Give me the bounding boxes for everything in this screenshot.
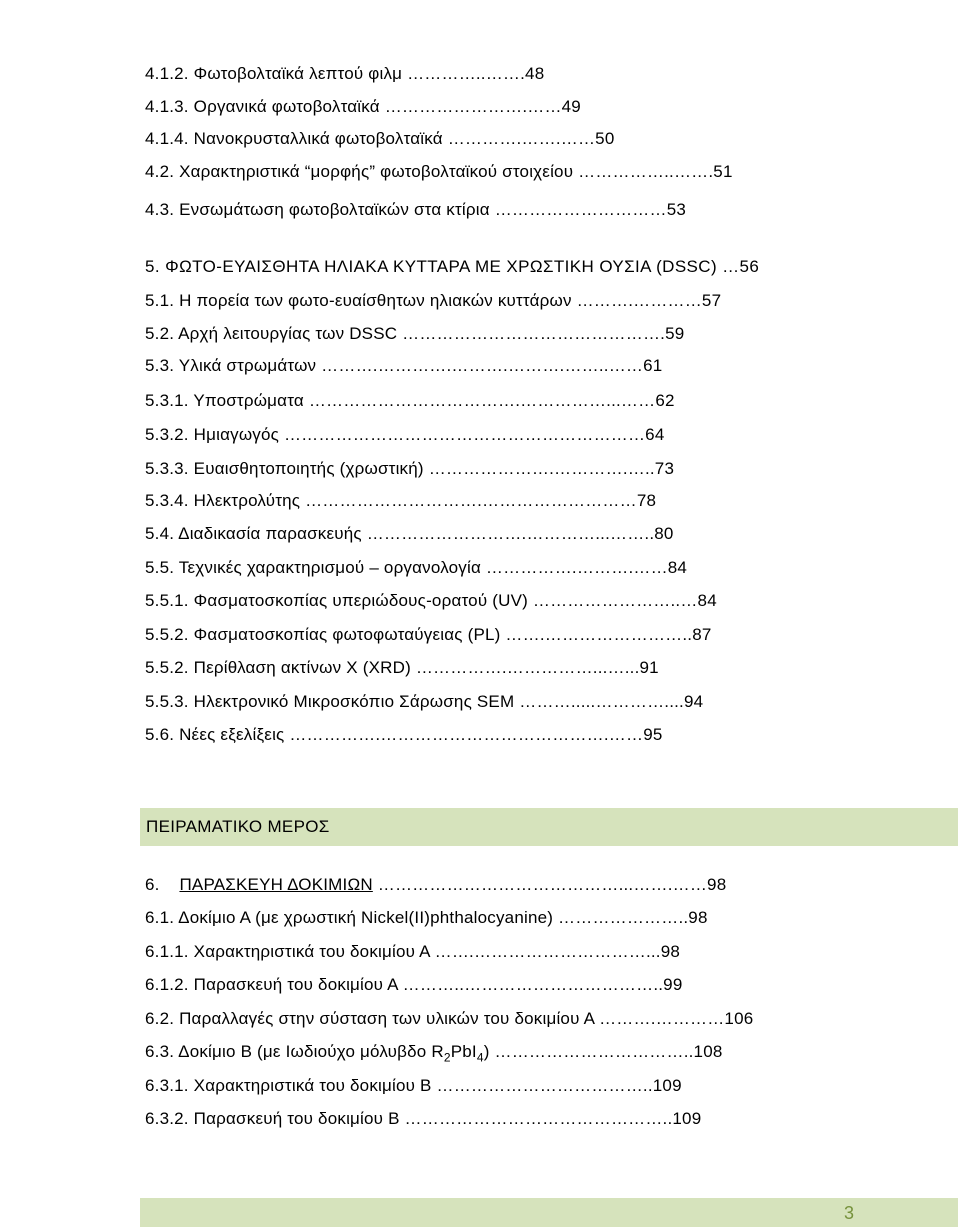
footer-bar [140, 1198, 958, 1227]
toc-entry[interactable]: 5.3. Υλικά στρωμάτων ……….………….……….……….……..……61 [145, 356, 663, 375]
toc-entry[interactable]: 6.3.1. Χαρακτηριστικά του δοκιμίου Β ………………………………..109 [145, 1076, 682, 1095]
chapter-number: 6. [145, 875, 160, 894]
subscript: 4 [476, 1050, 484, 1065]
toc-chapter-entry[interactable] [145, 872, 726, 898]
subscript: 2 [443, 1050, 451, 1065]
toc-entry[interactable]: 5.6. Νέες εξελίξεις …………….………………………………….……95 [145, 725, 663, 744]
toc-entry[interactable]: 5.3.1. Υποστρώματα ……………………………….……………...……62 [145, 391, 675, 410]
entry-text: 6.3. Δοκίμιο Β (με Ιωδιούχο μόλυβδο R [145, 1042, 444, 1061]
toc-entry[interactable]: 6.1.1. Χαρακτηριστικά του δοκιμίου Α …….…………………………...98 [145, 942, 681, 961]
toc-entry[interactable]: 5.3.4. Ηλεκτρολύτης ………………………….………………………78 [145, 491, 657, 510]
toc-entry[interactable]: 6.1.2. Παρασκευή του δοκιμίου Α ………..……………………………..99 [145, 975, 683, 994]
toc-entry[interactable]: 4.2. Χαρακτηριστικά “μορφής” φωτοβολταϊκού στοιχείου ……………..…….51 [145, 162, 733, 181]
toc-entry[interactable]: 5.5.2. Περίθλαση ακτίνων X (XRD) …………….……………...…...91 [145, 658, 659, 677]
section-heading: ΠΕΙΡΑΜΑΤΙΚΟ ΜΕΡΟΣ [146, 817, 330, 836]
toc-entry[interactable]: 4.1.4. Νανοκρυσταλλικά φωτοβολταϊκά ………….…….……50 [145, 129, 615, 148]
toc-entry[interactable]: 4.3. Ενσωμάτωση φωτοβολταϊκών στα κτίρια …………………………53 [145, 200, 687, 219]
toc-entry[interactable]: 4.1.2. Φωτοβολταϊκά λεπτού φιλμ …………..…….48 [145, 64, 545, 83]
toc-entry[interactable]: 5.3.3. Ευαισθητοποιητής (χρωστική) ………………….………….…..73 [145, 459, 675, 478]
entry-text: ) ……………………………..108 [483, 1042, 723, 1061]
toc-entry[interactable]: 5.4. Διαδικασία παρασκευής ……………………….…………...……..80 [145, 524, 674, 543]
toc-entry[interactable] [145, 1039, 723, 1065]
entry-text: PbI [450, 1042, 477, 1061]
chapter-leader: ……………………………………...…….……98 [377, 875, 727, 894]
toc-entry[interactable]: 6.1. Δοκίμιο Α (με χρωστική Nickel(II)phthalocyanine) …………………..98 [145, 908, 708, 927]
toc-entry[interactable]: 6.2. Παραλλαγές στην σύσταση των υλικών του δοκιμίου Α ……….…………106 [145, 1009, 754, 1028]
toc-chapter-entry[interactable]: 5. ΦΩΤΟ-ΕΥΑΙΣΘΗΤΑ ΗΛΙΑΚΑ ΚΥΤΤΑΡΑ ΜΕ ΧΡΩΣΤΙΚΗ ΟΥΣΙΑ (DSSC) …56 [145, 257, 760, 276]
section-heading-band [140, 808, 958, 846]
toc-entry[interactable]: 5.1. Η πορεία των φωτο-ευαίσθητων ηλιακών κυττάρων ……….…………57 [145, 291, 722, 310]
toc-entry[interactable]: 4.1.3. Οργανικά φωτοβολταϊκά …………………….……49 [145, 97, 581, 116]
chapter-title: ΠΑΡΑΣΚΕΥΗ ΔΟΚΙΜΙΩΝ [179, 875, 373, 894]
page-number: 3 [843, 1203, 854, 1223]
toc-entry[interactable]: 5.5. Τεχνικές χαρακτηρισμού – οργανολογία …………….……….……84 [145, 558, 688, 577]
toc-entry[interactable]: 5.3.2. Ημιαγωγός ………………………………………………………64 [145, 425, 665, 444]
toc-entry[interactable]: 6.3.2. Παρασκευή του δοκιμίου Β ………………………………………..109 [145, 1109, 702, 1128]
toc-entry[interactable]: 5.5.2. Φασματοσκοπίας φωτοφωταύγειας (PL) …….……………………..87 [145, 625, 712, 644]
toc-entry[interactable]: 5.2. Αρχή λειτουργίας των DSSC ……………………………………….59 [145, 324, 685, 343]
toc-entry[interactable]: 5.5.1. Φασματοσκοπίας υπεριώδους-ορατού (UV) ……………………..…84 [145, 591, 717, 610]
toc-entry[interactable]: 5.5.3. Ηλεκτρονικό Μικροσκόπιο Σάρωσης SEM ……….....…………....94 [145, 692, 704, 711]
